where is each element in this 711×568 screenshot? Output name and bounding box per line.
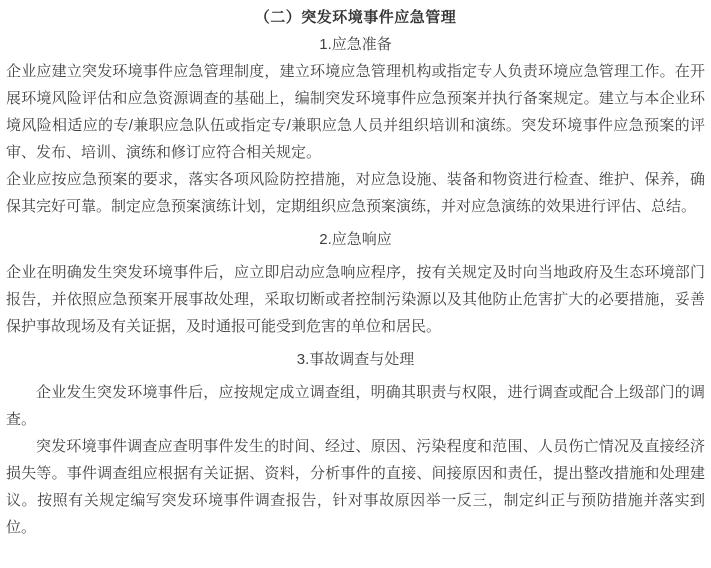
section-heading-emergency-response: 2.应急响应 <box>319 231 392 248</box>
section-heading-incident-investigation: 3.事故调查与处理 <box>296 351 415 368</box>
paragraph-response-1: 企业在明确发生突发环境事件后，应立即启动应急响应程序，按有关规定及时向当地政府及生态环境部门报告，并依照应急预案开展事故处理，采取切断或者控制污染源以及其他防止危害扩大的必要措施，妥善保护事故现场及有关证据，及时通报可能受到危害的单位和居民。 <box>6 264 705 335</box>
document-title: （二）突发环境事件应急管理 <box>254 9 457 26</box>
paragraph-preparation-1: 企业应建立突发环境事件应急管理制度，建立环境应急管理机构或指定专人负责环境应急管理工作。在开展环境风险评估和应急资源调查的基础上，编制突发环境事件应急预案并执行备案规定。建立与本企业环境风险相适应的专/兼职应急队伍或指定专/兼职应急人员并组织培训和演练。突发环境事件应急预案的评审、发布、培训、演练和修订应符合相关规定。 <box>6 63 705 161</box>
paragraph-investigation-2: 突发环境事件调查应查明事件发生的时间、经过、原因、污染程度和范围、人员伤亡情况及直接经济损失等。事件调查组应根据有关证据、资料，分析事件的直接、间接原因和责任，提出整改措施和处理建议。按照有关规定编写突发环境事件调查报告，针对事故原因举一反三，制定纠正与预防措施并落实到位。 <box>6 438 705 536</box>
section-heading-emergency-preparation: 1.应急准备 <box>319 36 392 53</box>
paragraph-preparation-2: 企业应按应急预案的要求，落实各项风险防控措施，对应急设施、装备和物资进行检查、维护、保养，确保其完好可靠。制定应急预案演练计划，定期组织应急预案演练，并对应急演练的效果进行评估、总结。 <box>6 171 705 215</box>
paragraph-investigation-1: 企业发生突发环境事件后，应按规定成立调查组，明确其职责与权限，进行调查或配合上级部门的调查。 <box>6 384 705 428</box>
